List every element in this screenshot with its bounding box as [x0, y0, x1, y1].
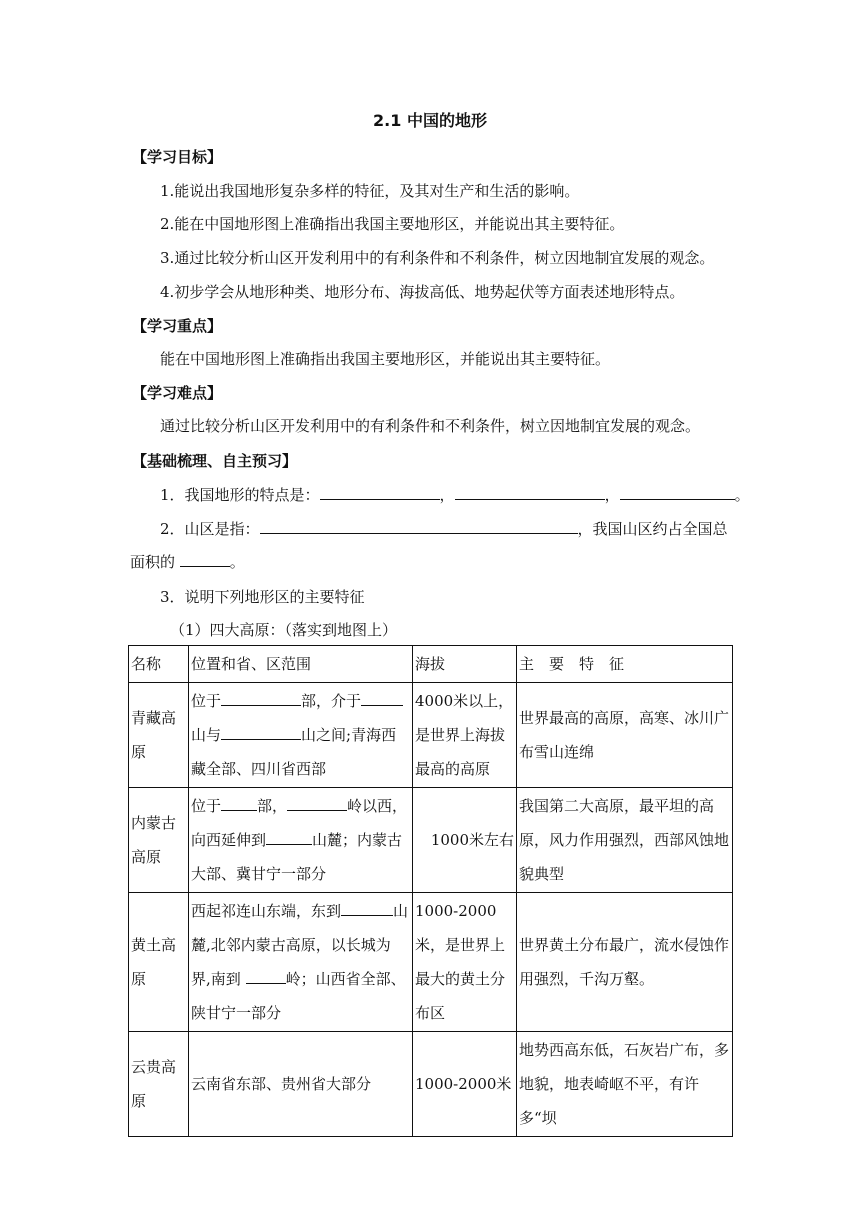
q2-prefix: 2．山区是指：	[160, 520, 260, 538]
page-title: 2.1 中国的地形	[373, 111, 487, 130]
feature-cell: 我国第二大高原，最平坦的高原，风力作用强烈，西部风蚀地貌典型	[517, 788, 733, 893]
q1-prefix: 1．我国地形的特点是：	[160, 486, 320, 504]
blank-field[interactable]	[221, 691, 301, 706]
loc-text: 部，介于	[301, 692, 362, 710]
location-cell	[189, 893, 413, 1032]
difficulty-text: 通过比较分析山区开发利用中的有利条件和不利条件，树立因地制宜发展的观念。	[160, 417, 701, 435]
question-3: 3．说明下列地形区的主要特征	[160, 588, 365, 606]
period: 。	[734, 486, 750, 504]
header-cell: 海拔	[413, 646, 517, 683]
loc-text: 位于	[191, 692, 222, 710]
header-cell: 名称	[129, 646, 189, 683]
name-cell: 内蒙古高原	[129, 788, 189, 893]
loc-text: 部，	[257, 797, 288, 815]
blank-field[interactable]	[221, 725, 301, 740]
q2-mid: ，我国山区约占全国总	[577, 520, 728, 538]
feature-cell: 世界黄土分布最广，流水侵蚀作用强烈，千沟万壑。	[517, 893, 733, 1032]
key-text: 能在中国地形图上准确指出我国主要地形区，并能说出其主要特征。	[160, 350, 611, 368]
question-1	[160, 484, 750, 506]
blank-field[interactable]	[246, 969, 286, 984]
loc-text: 山麓,北邻内蒙古高原，以长城为界,南到	[191, 902, 409, 988]
altitude-cell: 1000-2000米	[413, 1032, 517, 1137]
difficulty-heading: 【学习难点】	[132, 384, 223, 402]
blank-field[interactable]	[266, 830, 312, 845]
location-cell	[189, 788, 413, 893]
comma: ，	[604, 486, 620, 504]
question-3-sub: （1）四大高原：（落实到地图上）	[170, 621, 398, 639]
loc-text: 位于	[191, 797, 222, 815]
table-row	[129, 1032, 733, 1137]
table-row	[129, 683, 733, 788]
period: 。	[229, 553, 245, 571]
blank-field[interactable]	[180, 551, 230, 567]
location-cell	[189, 683, 413, 788]
plateau-table	[128, 645, 733, 1137]
header-cell: 主 要 特 征	[517, 646, 733, 683]
header-cell: 位置和省、区范围	[189, 646, 413, 683]
altitude-cell: 1000-2000米，是世界上最大的黄土分布区	[413, 893, 517, 1032]
loc-text: 山麓；内蒙古大部、冀甘宁一部分	[191, 831, 403, 883]
blank-field[interactable]	[260, 518, 578, 534]
name-cell: 黄土高原	[129, 893, 189, 1032]
table-row	[129, 788, 733, 893]
loc-text: 岭；山西省全部、陕甘宁一部分	[191, 970, 406, 1022]
name-cell: 青藏高原	[129, 683, 189, 788]
feature-cell: 地势西高东低，石灰岩广布，多地貌，地表崎岖不平，有许多“坝	[517, 1032, 733, 1137]
question-2-cont	[130, 551, 245, 573]
name-cell: 云贵高原	[129, 1032, 189, 1137]
loc-text: 岭以西，向西延伸到	[191, 797, 408, 849]
objective-item: 1.能说出我国地形复杂多样的特征，及其对生产和生活的影响。	[160, 182, 580, 200]
preview-heading: 【基础梳理、自主预习】	[132, 452, 298, 470]
q2-line2-prefix: 面积的	[130, 553, 176, 571]
loc-text: 西起祁连山东端，东到	[191, 902, 342, 920]
blank-field[interactable]	[361, 691, 403, 706]
table-header-row	[129, 646, 733, 683]
objective-item: 4.初步学会从地形种类、地形分布、海拔高低、地势起伏等方面表述地形特点。	[160, 283, 685, 301]
altitude-cell: 1000米左右	[413, 788, 517, 893]
feature-cell: 世界最高的高原，高寒、冰川广布雪山连绵	[517, 683, 733, 788]
blank-field[interactable]	[455, 484, 605, 500]
blank-field[interactable]	[620, 484, 735, 500]
question-2	[160, 518, 728, 540]
blank-field[interactable]	[341, 901, 393, 916]
location-cell: 云南省东部、贵州省大部分	[189, 1032, 413, 1137]
objective-item: 2.能在中国地形图上准确指出我国主要地形区，并能说出其主要特征。	[160, 215, 625, 233]
blank-field[interactable]	[221, 796, 257, 811]
objectives-heading: 【学习目标】	[132, 148, 223, 166]
loc-text: 山与	[191, 726, 222, 744]
altitude-cell: 4000米以上，是世界上海拔最高的高原	[413, 683, 517, 788]
key-heading: 【学习重点】	[132, 317, 223, 335]
blank-field[interactable]	[320, 484, 440, 500]
table-row	[129, 893, 733, 1032]
comma: ，	[439, 486, 455, 504]
blank-field[interactable]	[287, 796, 347, 811]
objective-item: 3.通过比较分析山区开发利用中的有利条件和不利条件，树立因地制宜发展的观念。	[160, 249, 715, 267]
loc-text: 山之间;青海西藏全部、四川省西部	[191, 726, 397, 778]
